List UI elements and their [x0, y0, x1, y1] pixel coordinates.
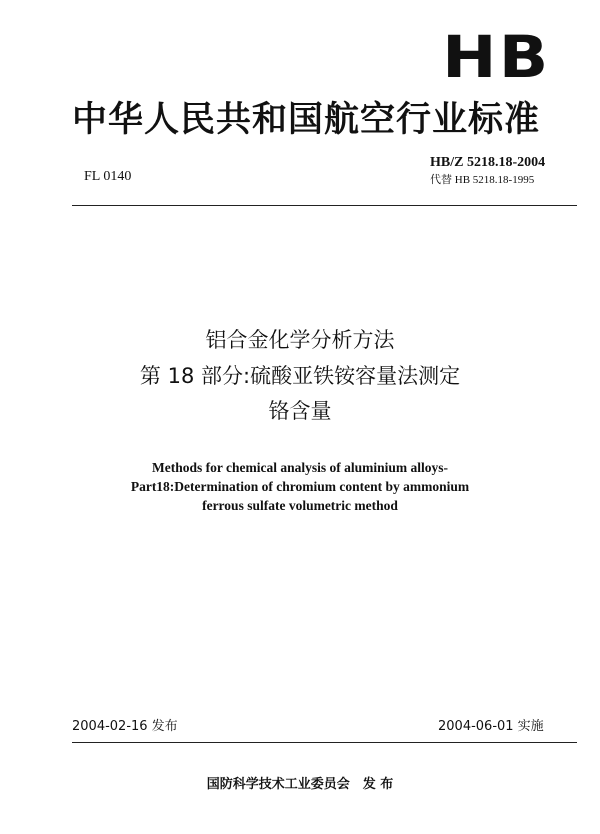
hb-logo: HB	[442, 23, 551, 91]
implementation-date: 2004-06-01 实施	[438, 719, 544, 734]
org-title: 中华人民共和国航空行业标准	[72, 100, 541, 140]
title-cn-line-2: 第 18 部分:硫酸亚铁铵容量法测定	[139, 364, 461, 388]
title-cn-line-3: 铬含量	[268, 399, 332, 423]
publisher: 国防科学技术工业委员会 发 布	[206, 777, 394, 792]
title-en-line-1: Methods for chemical analysis of aluminium alloys-	[151, 460, 448, 475]
classification-code: FL 0140	[84, 169, 132, 184]
title-en-line-3: ferrous sulfate volumetric method	[202, 498, 398, 513]
issue-date: 2004-02-16 发布	[72, 719, 178, 734]
standard-number: HB/Z 5218.18-2004	[430, 155, 546, 170]
replaces-standard: 代替 HB 5218.18-1995	[430, 174, 535, 186]
title-en-line-2: Part18:Determination of chromium content by ammonium	[130, 479, 470, 494]
top-divider	[72, 205, 577, 206]
bottom-divider	[72, 742, 577, 743]
title-cn-line-1: 铝合金化学分析方法	[205, 328, 395, 352]
